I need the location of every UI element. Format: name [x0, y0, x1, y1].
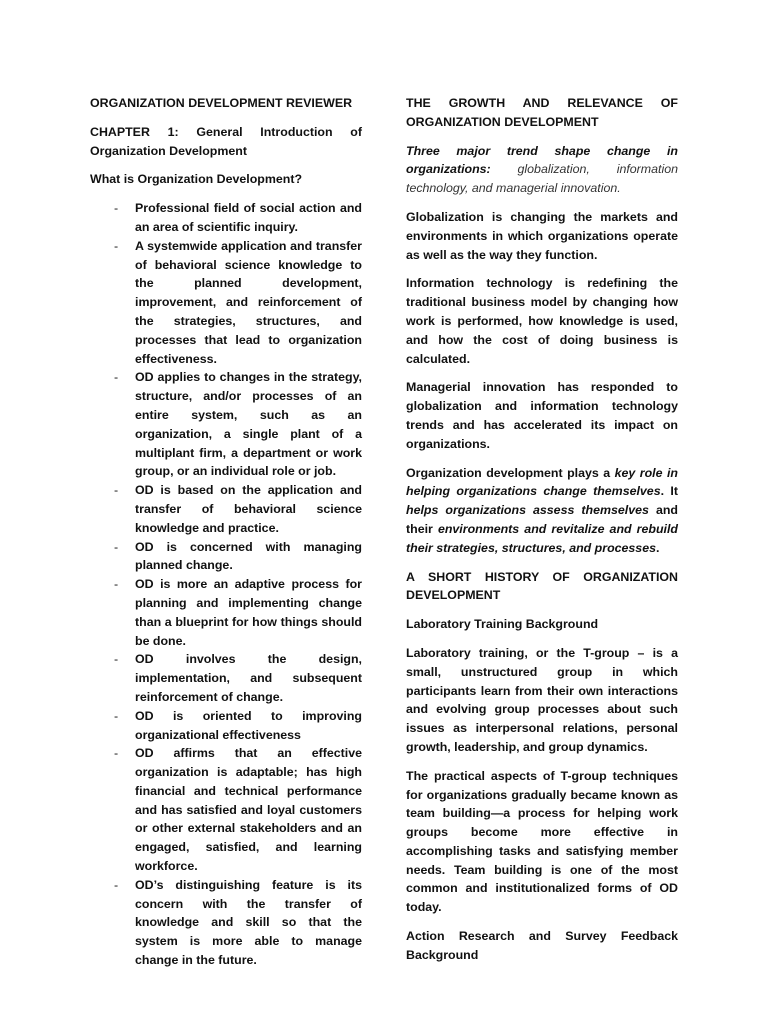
list-item: - OD applies to changes in the strategy, structure, and/or processes of an entire system, such as an organization, a single plant of a multiplant firm, a department or work group, or an individual role or job.	[90, 368, 362, 481]
left-column	[90, 94, 362, 970]
od-text-1: plays a	[562, 465, 615, 480]
od-text-4: .	[655, 540, 660, 555]
history-heading: A SHORT HISTORY OF ORGANIZATION DEVELOPMENT	[406, 569, 678, 603]
it-paragraph	[406, 274, 678, 368]
list-item: - Professional field of social action and an area of scientific inquiry.	[90, 199, 362, 237]
lab-heading: Laboratory Training Background	[406, 617, 599, 632]
list-item: - A systemwide application and transfer of behavioral science knowledge to the planned development, improvement, and reinforcement of the strategies, structures, and processes that lead to organization effectiveness.	[90, 237, 362, 369]
chapter-heading: CHAPTER 1: General Introduction of Organization Development	[90, 124, 362, 158]
lab-text: , or the T-group – is a small, unstructured group in which participants learn from their own interactions and evolving group processes about such issues as interpersonal relations, personal growth, leadership, and group dynamics.	[406, 645, 678, 754]
list-item: - OD involves the design, implementation, and subsequent reinforcement of change.	[90, 650, 362, 706]
mi-paragraph	[406, 378, 678, 453]
definition-list	[90, 199, 362, 970]
right-column	[406, 94, 678, 975]
trend-paragraph	[406, 142, 678, 198]
growth-heading: THE GROWTH AND RELEVANCE OF ORGANIZATION DEVELOPMENT	[406, 96, 678, 129]
section-question: What is Organization Development?	[90, 172, 303, 187]
list-item: - OD affirms that an effective organization is adaptable; has high financial and technical performance and has satisfied and loyal customers or other external stakeholders and an engaged, satisfied, and learning workforce.	[90, 744, 362, 876]
od-text-2: . It	[660, 484, 678, 499]
trend-rest: globalization, information technology, and managerial innovation.	[406, 162, 678, 196]
od-paragraph	[406, 464, 678, 558]
it-term: Information technology	[406, 276, 553, 291]
lab-paragraph	[406, 644, 678, 757]
trend-lead: Three major trend shape change in organizations:	[406, 143, 678, 177]
document-title: ORGANIZATION DEVELOPMENT REVIEWER	[90, 96, 353, 110]
it-text: is redefining the traditional business model by changing how work is performed, how knowledge is used, and how the cost of doing business is calculated.	[406, 276, 678, 366]
globalization-text: is changing the markets and environments in which organizations operate as well as the way they function.	[406, 209, 678, 262]
list-item: - OD is oriented to improving organizational effectiveness	[90, 707, 362, 745]
action-heading: Action Research and Survey Feedback Background	[406, 929, 678, 962]
od-italic-1: key role in helping organizations change themselves	[406, 465, 679, 499]
od-term: Organization development	[406, 465, 563, 480]
list-item: - OD’s distinguishing feature is its concern with the transfer of knowledge and skill so that the system is more able to manage change in the future.	[90, 876, 362, 970]
list-item: - OD is based on the application and transfer of behavioral science knowledge and practice.	[90, 481, 362, 537]
mi-text: has responded to globalization and information technology trends and has accelerated its impact on organizations.	[406, 380, 679, 451]
globalization-paragraph	[406, 208, 678, 264]
od-italic-2: helps organizations assess themselves	[406, 503, 649, 518]
lab-term: Laboratory training	[406, 645, 525, 660]
list-item: - OD is more an adaptive process for planning and implementing change than a blueprint for how things should be done.	[90, 575, 362, 650]
mi-term: Managerial innovation	[406, 380, 546, 395]
od-text-3: and their	[406, 503, 678, 536]
globalization-term: Globalization	[406, 209, 484, 224]
od-italic-3: environments and revitalize and rebuild their strategies, structures, and processes	[406, 521, 678, 555]
list-item: - OD is concerned with managing planned change.	[90, 538, 362, 576]
practical-paragraph: The practical aspects of T-group techniques for organizations gradually became known as team building—a process for helping work groups become more effective in accomplishing tasks and satisfying member needs. Team building is one of the most common and institutionalized forms of OD today.	[406, 768, 678, 915]
